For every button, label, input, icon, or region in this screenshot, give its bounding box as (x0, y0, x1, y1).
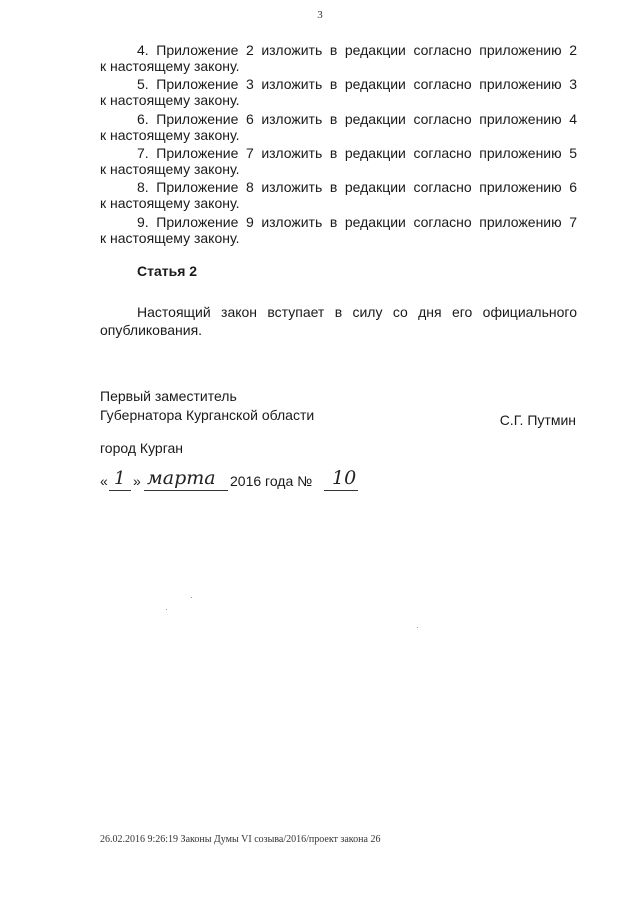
date-close-quote: » (133, 473, 141, 489)
signatory-title-line2: Губернатора Курганской области (100, 407, 315, 423)
signatory-title-line1: Первый заместитель (100, 388, 237, 404)
list-item-text: 8. Приложение 8 изложить в редакции согласно приложению 6 (137, 179, 577, 195)
list-item-text: 6. Приложение 6 изложить в редакции согласно приложению 4 (137, 111, 577, 127)
date-month-underline (144, 490, 228, 491)
list-item (100, 145, 577, 177)
list-item (100, 42, 577, 74)
list-item (100, 214, 577, 246)
date-day-handwritten: 1 (114, 468, 126, 489)
article-heading: Статья 2 (137, 263, 198, 279)
article-text: Настоящий закон вступает в силу со дня его официального (137, 304, 577, 320)
signatory-name: С.Г. Путмин (499, 412, 576, 428)
number-underline (324, 490, 358, 491)
list-item (100, 179, 577, 211)
list-item (100, 111, 577, 143)
list-item-text-cont: к настоящему закону. (100, 127, 240, 143)
page-number: 3 (317, 9, 323, 21)
date-year-text: 2016 года № (230, 473, 313, 489)
list-item-text: 9. Приложение 9 изложить в редакции согласно приложению 7 (137, 214, 577, 230)
list-item-text-cont: к настоящему закону. (100, 161, 240, 177)
scan-speck (417, 627, 418, 628)
list-item-text-cont: к настоящему закону. (100, 230, 240, 246)
list-item-text-cont: к настоящему закону. (100, 58, 240, 74)
footer-file-path: 26.02.2016 9:26:19 Законы Думы VI созыва/2016/проект закона 26 (100, 834, 381, 845)
list-item-text-cont: к настоящему закону. (100, 195, 240, 211)
date-month-handwritten: марта (147, 467, 216, 489)
date-open-quote: « (100, 473, 108, 489)
list-item-text: 4. Приложение 2 изложить в редакции согласно приложению 2 (137, 42, 577, 58)
list-item-text-cont: к настоящему закону. (100, 92, 240, 108)
list-item-text: 5. Приложение 3 изложить в редакции согласно приложению 3 (137, 76, 577, 92)
signatory-title (100, 387, 314, 425)
city: город Курган (100, 440, 184, 456)
scan-speck (166, 609, 167, 610)
list-item-text: 7. Приложение 7 изложить в редакции согласно приложению 5 (137, 145, 577, 161)
date-line (100, 467, 400, 498)
document-number-handwritten: 10 (332, 467, 357, 489)
article-text-cont: опубликования. (100, 322, 203, 338)
date-day-underline (109, 490, 131, 491)
scan-speck (191, 597, 192, 598)
article-paragraph (100, 303, 577, 339)
list-item (100, 76, 577, 108)
